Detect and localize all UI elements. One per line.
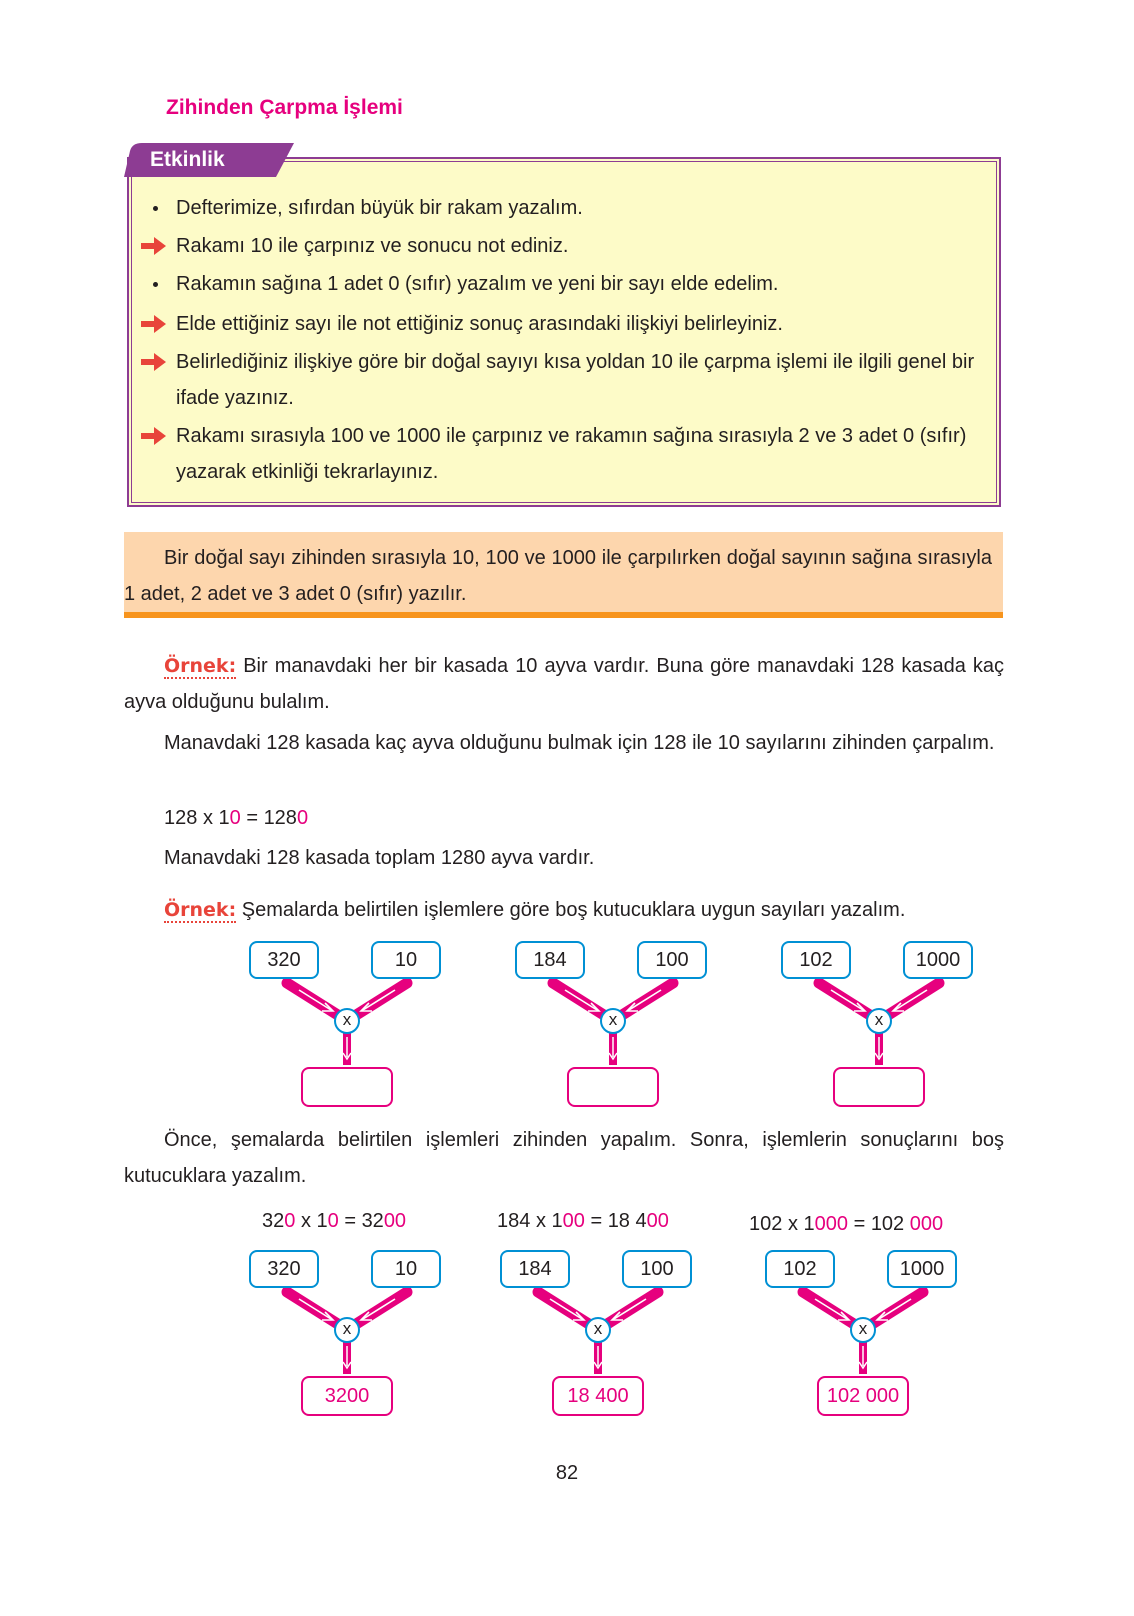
right-operand-box: 100 [637,941,707,979]
activity-item: Elde ettiğiniz sayı ile not ettiğiniz sonuç arasındaki ilişkiyi belirleyiniz. [140,306,990,342]
activity-item: Rakamın sağına 1 adet 0 (sıfır) yazalım ve yeni bir sayı elde edelim. [140,266,990,302]
activity-item: Defterimize, sıfırdan büyük bir rakam yazalım. [140,190,990,226]
right-operand-box: 1000 [887,1250,957,1288]
left-operand-box: 102 [765,1250,835,1288]
example2-text [164,892,1004,928]
right-operand-box: 10 [371,941,441,979]
left-operand-box: 102 [781,941,851,979]
arrow-icon [140,228,170,264]
example1-conclusion: Manavdaki 128 kasada toplam 1280 ayva vardır. [164,847,595,869]
example1-label: Örnek: [164,655,237,677]
multiplication-diagram [781,941,981,1111]
multiplication-diagram [249,1250,449,1420]
result-box[interactable] [301,1067,393,1107]
left-operand-box: 320 [249,941,319,979]
multiply-symbol: x [593,1319,603,1338]
multiplication-diagram [765,1250,965,1420]
activity-tab-label: Etkinlik [150,148,225,171]
example2-explanation: Önce, şemalarda belirtilen işlemleri zihinden yapalım. Sonra, işlemlerin sonuçlarını boş kutucuklara yazalım. [124,1129,1004,1187]
bullet-icon [140,190,170,226]
section-title: Zihinden Çarpma İşlemi [166,96,403,119]
right-operand-box: 1000 [903,941,973,979]
multiply-symbol: x [608,1010,618,1029]
right-operand-box: 10 [371,1250,441,1288]
example1-explanation: Manavdaki 128 kasada kaç ayva olduğunu bulmak için 128 ile 10 sayılarını zihinden çarpalım. [164,732,995,754]
multiply-symbol: x [342,1010,352,1029]
result-box: 3200 [301,1376,393,1416]
arrow-icon [140,306,170,342]
multiplication-diagram [500,1250,700,1420]
multiplication-diagram [249,941,449,1111]
result-box[interactable] [567,1067,659,1107]
left-operand-box: 184 [500,1250,570,1288]
example1-text [124,648,1004,720]
solved-equation: 320 x 10 = 3200 [262,1210,407,1232]
result-box: 102 000 [817,1376,909,1416]
multiply-symbol: x [874,1010,884,1029]
example2-label: Örnek: [164,899,237,921]
result-box[interactable] [833,1067,925,1107]
arrow-icon [140,344,170,380]
example1-question: Bir manavdaki her bir kasada 10 ayva vardır. Buna göre manavdaki 128 kasada kaç ayva olduğunu bulalım. [124,655,1004,713]
multiply-symbol: x [858,1319,868,1338]
arrow-icon [140,418,170,454]
bullet-icon [140,266,170,302]
solved-equation: 184 x 100 = 18 400 [497,1210,669,1232]
right-operand-box: 100 [622,1250,692,1288]
activity-item: Rakamı sırasıyla 100 ve 1000 ile çarpınız ve rakamın sağına sırasıyla 2 ve 3 adet 0 (sıfır) yazarak etkinliği tekrarlayınız. [140,418,990,490]
rule-text: Bir doğal sayı zihinden sırasıyla 10, 100 ve 1000 ile çarpılırken doğal sayının sağına sırasıyla 1 adet, 2 adet ve 3 adet 0 (sıfır) yazılır. [124,547,992,605]
example2-question: Şemalarda belirtilen işlemlere göre boş kutucuklara uygun sayıları yazalım. [241,899,906,921]
page-number: 82 [555,1462,579,1484]
result-box: 18 400 [552,1376,644,1416]
solved-equation: 102 x 1000 = 102 000 [749,1213,944,1235]
left-operand-box: 184 [515,941,585,979]
example1-equation: 128 x 10 = 1280 [164,807,309,829]
activity-item: Rakamı 10 ile çarpınız ve sonucu not ediniz. [140,228,990,264]
left-operand-box: 320 [249,1250,319,1288]
activity-list [140,190,990,492]
multiplication-diagram [515,941,715,1111]
activity-item: Belirlediğiniz ilişkiye göre bir doğal sayıyı kısa yoldan 10 ile çarpma işlemi ile ilgili genel bir ifade yazınız. [140,344,990,416]
multiply-symbol: x [342,1319,352,1338]
